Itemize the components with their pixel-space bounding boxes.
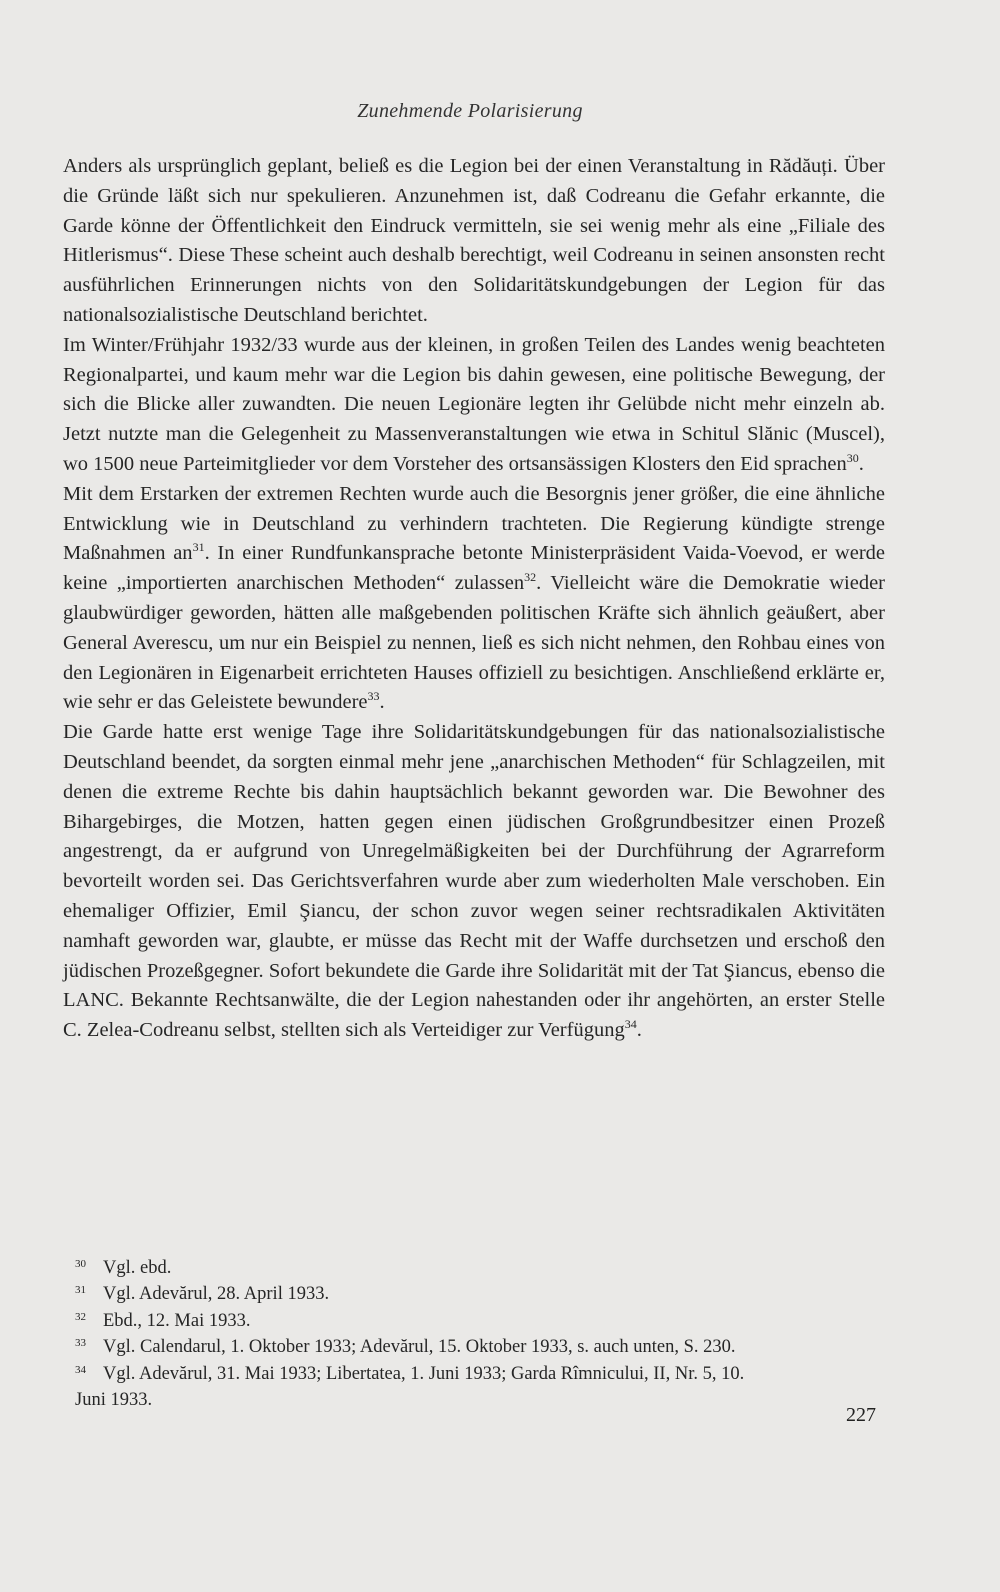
footnote: [75, 1256, 887, 1282]
footnote-ref: 32: [524, 570, 537, 585]
paragraph-text: .: [636, 1019, 642, 1042]
footnotes: [75, 1256, 887, 1412]
paragraph-text: Die Garde hatte erst wenige Tage ihre Solidaritätskundgebungen für das nationalsozialistische Deutschland beendet, da sorgten einmal mehr jene „anarchischen Methoden“ für Schlagzeilen, mit denen die extreme Rechte bis dahin hauptsächlich bekannt geworden war. Die Bewohner des Bihargebirges, die Motzen, hatten gegen einen jüdischen Großgrundbesitzer einen Prozeß angestrengt, da er aufgrund von Unregelmäßigkeiten bei der Durchführung der Agrarreform bevorteilt worden sei. Das Gerichtsverfahren wurde aber zum wiederholten Male verschoben. Ein ehemaliger Offizier, Emil Şiancu, der schon zuvor wegen seiner rechtsradikalen Aktivitäten namhaft geworden war, glaubte, er müsse das Recht mit der Waffe durchsetzen und erschoß den jüdischen Prozeßgegner. Sofort bekundete die Garde ihre Solidarität mit der Tat Şiancus, ebenso die LANC. Bekannte Rechtsanwälte, die der Legion nahestanden oder ihr angehörten, an erster Stelle C. Zelea-Codreanu selbst, stellten sich als Verteidiger zur Verfügung: [63, 721, 885, 1042]
paragraph-text: .: [379, 691, 385, 714]
paragraph-text: Im Winter/Frühjahr 1932/33 wurde aus der kleinen, in großen Teilen des Landes wenig beachteten Regionalpartei, und kaum mehr war die Legion bis dahin gewesen, eine politische Bewegung, der sich die Blicke aller zuwandten. Die neuen Legionäre legten ihr Gelübde nicht mehr einzeln ab. Jetzt nutzte man die Gelegenheit zu Massenveranstaltungen wie etwa in Schitul Slănic (Muscel), wo 1500 neue Parteimitglieder vor dem Vorsteher des ortsansässigen Klosters den Eid sprachen: [63, 333, 885, 475]
footnote-ref: 33: [367, 689, 380, 704]
footnote-number: 33: [75, 1337, 86, 1350]
footnote-number: 32: [75, 1310, 86, 1323]
paragraph-text: . In einer Rundfunkansprache betonte Ministerpräsident Vaida-Voevod, er werde keine „importierten anarchischen Methoden“ zulassen: [63, 542, 886, 595]
paragraph: [63, 331, 885, 480]
footnote-text: Vgl. Calendarul, 1. Oktober 1933; Adevărul, 15. Oktober 1933, s. auch unten, S. 230.: [103, 1337, 736, 1358]
footnote-continuation: Juni 1933.: [75, 1390, 153, 1411]
paragraph: [63, 718, 885, 1046]
running-header: Zunehmende Polarisierung: [357, 100, 583, 122]
footnote: [75, 1362, 887, 1388]
footnote-text: Vgl. ebd.: [103, 1258, 172, 1278]
footnote-number: 34: [75, 1363, 86, 1376]
paragraph-text: Mit dem Erstarken der extremen Rechten wurde auch die Besorgnis jener größer, die eine ähnliche Entwicklung wie in Deutschland zu verhindern trachteten. Die Regierung kündigte strenge Maßnahmen an: [63, 482, 885, 565]
footnote: [75, 1335, 887, 1361]
body-text: [63, 152, 885, 1046]
footnote-text: Vgl. Adevărul, 28. April 1933.: [103, 1284, 330, 1305]
page-number: 227: [846, 1404, 876, 1426]
footnote-ref: 31: [192, 540, 205, 555]
footnote-number: 31: [75, 1284, 86, 1297]
footnote-number: 30: [75, 1258, 86, 1270]
footnote-ref: 34: [624, 1017, 637, 1032]
footnote: [75, 1309, 887, 1335]
footnote: [75, 1282, 887, 1308]
paragraph: [63, 152, 885, 331]
footnote-text: Ebd., 12. Mai 1933.: [103, 1310, 251, 1331]
paragraph-text: Anders als ursprünglich geplant, beließ es die Legion bei der einen Veranstaltung in Rădăuți. Über die Gründe läßt sich nur spekulieren. Anzunehmen ist, daß Codreanu die Gefahr erkannte, die Garde könne der Öffentlichkeit den Eindruck vermitteln, sie sei wenig mehr als eine „Filiale des Hitlerismus“. Diese These scheint auch deshalb berechtigt, weil Codreanu in seinen ansonsten recht ausführlichen Erinnerungen nichts von den Solidaritätskundgebungen der Legion für das nationalsozialistische Deutschland berichtet.: [63, 155, 885, 326]
paragraph-text: .: [858, 452, 864, 475]
footnote-ref: 30: [846, 450, 859, 465]
paragraph: [63, 480, 885, 718]
footnote-text: Vgl. Adevărul, 31. Mai 1933; Libertatea, 1. Juni 1933; Garda Rîmnicului, II, Nr. 5, 10.: [103, 1363, 745, 1384]
paragraph-text: . Vielleicht wäre die Demokratie wieder glaubwürdiger geworden, hätten alle maßgebenden politischen Kräfte sich ähnlich geäußert, aber General Averescu, um nur ein Beispiel zu nennen, ließ es sich nicht nehmen, den Rohbau eines von den Legionären in Eigenarbeit errichteten Hauses offiziell zu besichtigen. Anschließend erklärte er, wie sehr er das Geleistete bewundere: [63, 572, 886, 714]
